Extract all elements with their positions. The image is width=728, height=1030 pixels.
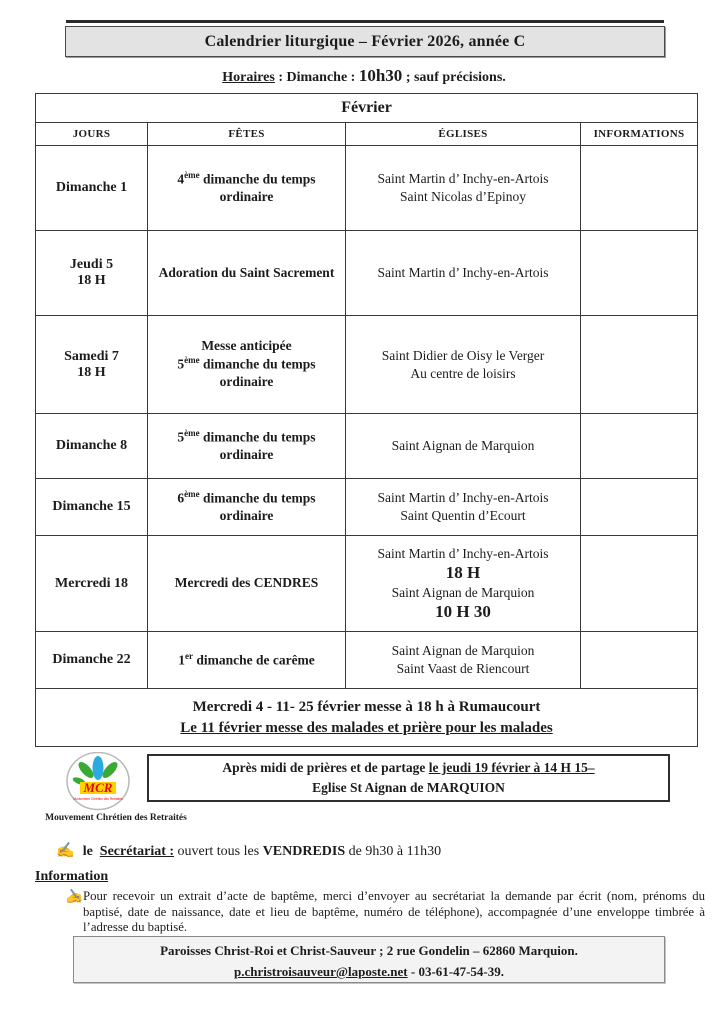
cell-informations xyxy=(581,414,698,479)
apresmidi-box xyxy=(147,754,670,802)
cell-eglises: Saint Martin d’ Inchy-en-Artois Saint Nicolas d’Epinoy xyxy=(346,146,581,231)
cell-fete: 1er dimanche de carême xyxy=(148,632,346,689)
cell-jours: Dimanche 15 xyxy=(36,479,148,536)
table-footer-row xyxy=(36,689,698,747)
title-top-rule xyxy=(66,20,664,23)
cell-jours: Mercredi 18 xyxy=(36,536,148,632)
cell-eglises: Saint Martin d’ Inchy-en-Artois Saint Quentin d’Ecourt xyxy=(346,479,581,536)
horaires-line xyxy=(0,66,728,86)
horaires-label: Horaires xyxy=(222,70,275,85)
column-header-eglises: ÉGLISES xyxy=(346,123,581,146)
cell-fete: Messe anticipée 5ème dimanche du temps ordinaire xyxy=(148,316,346,414)
column-header-jours: JOURS xyxy=(36,123,148,146)
mcr-caption: Mouvement Chrétien des Retraités xyxy=(45,813,187,823)
cell-informations xyxy=(581,536,698,632)
cell-eglises: Saint Martin d’ Inchy-en-Artois 18 H Saint Aignan de Marquion 10 H 30 xyxy=(346,536,581,632)
footer-note-line1: Mercredi 4 - 11- 25 février messe à 18 h à Rumaucourt xyxy=(192,698,541,715)
horaires-suffix: ; sauf précisions. xyxy=(402,70,506,85)
table-row xyxy=(36,632,698,689)
apresmidi-line1: Après midi de prières et de partage le jeudi 19 février à 14 H 15– xyxy=(222,760,595,776)
cell-jours: Dimanche 8 xyxy=(36,414,148,479)
cell-informations xyxy=(581,146,698,231)
table-month-row xyxy=(36,94,698,123)
cell-fete: Mercredi des CENDRES xyxy=(148,536,346,632)
cell-eglises: Saint Aignan de Marquion xyxy=(346,414,581,479)
writing-hand-icon: ✍ xyxy=(56,843,75,859)
column-header-fetes: FÊTES xyxy=(148,123,346,146)
mcr-logo-icon xyxy=(66,752,130,814)
table-row xyxy=(36,479,698,536)
footer-note-line2: Le 11 février messe des malades et prière pour les malades xyxy=(180,719,553,736)
parish-email-link[interactable]: p.christroisauveur@laposte.net xyxy=(233,964,408,979)
horaires-mid: : Dimanche : xyxy=(274,70,359,85)
cell-fete: 6ème dimanche du temps ordinaire xyxy=(148,479,346,536)
svg-text:MCR: MCR xyxy=(83,780,113,795)
svg-text:Mouvement Chrétien des Retrait: Mouvement Chrétien des Retraités xyxy=(73,797,123,801)
cell-jours: Jeudi 5 18 H xyxy=(36,231,148,316)
cell-eglises: Saint Martin d’ Inchy-en-Artois xyxy=(346,231,581,316)
cell-fete: Adoration du Saint Sacrement xyxy=(148,231,346,316)
table-row xyxy=(36,146,698,231)
table-footer-note xyxy=(36,689,698,747)
apresmidi-line2: Eglise St Aignan de MARQUION xyxy=(312,780,505,795)
writing-hand-icon: ✍ xyxy=(65,890,83,905)
cell-jours: Dimanche 22 xyxy=(36,632,148,689)
table-row xyxy=(36,231,698,316)
column-header-informations: INFORMATIONS xyxy=(581,123,698,146)
table-row xyxy=(36,536,698,632)
cell-eglises: Saint Didier de Oisy le Verger Au centre de loisirs xyxy=(346,316,581,414)
cell-informations xyxy=(581,632,698,689)
cell-jours: Samedi 7 18 H xyxy=(36,316,148,414)
cell-informations xyxy=(581,479,698,536)
cell-informations xyxy=(581,231,698,316)
information-heading: Information xyxy=(35,869,109,884)
table-row xyxy=(36,316,698,414)
cell-jours: Dimanche 1 xyxy=(36,146,148,231)
information-text: Pour recevoir un extrait d’acte de baptême, merci d’envoyer au secrétariat la demande par écrit (nom, prénoms du baptisé, date de naissance, date et lieu de baptême, numéro de téléphone), accompagnée d’une enveloppe timbrée à l’adresse du baptisé. xyxy=(83,889,705,935)
parish-phone: - 03-61-47-54-39. xyxy=(407,964,505,979)
cell-fete: 5ème dimanche du temps ordinaire xyxy=(148,414,346,479)
mcr-logo xyxy=(66,752,130,819)
liturgical-calendar-table xyxy=(35,93,698,747)
secretariat-line: ✍ le Secrétariat : ouvert tous les VENDREDIS de 9h30 à 11h30 xyxy=(56,843,442,859)
cell-informations xyxy=(581,316,698,414)
document-title-box xyxy=(65,26,665,57)
page-title: Calendrier liturgique – Février 2026, année C xyxy=(204,32,526,50)
cell-eglises: Saint Aignan de Marquion Saint Vaast de Riencourt xyxy=(346,632,581,689)
month-header: Février xyxy=(36,94,698,123)
cell-fete: 4ème dimanche du temps ordinaire xyxy=(148,146,346,231)
parish-contact-box xyxy=(73,936,665,983)
parish-contact-line xyxy=(74,964,664,980)
table-header-row xyxy=(36,123,698,146)
parish-address: Paroisses Christ-Roi et Christ-Sauveur ; 2 rue Gondelin – 62860 Marquion. xyxy=(160,943,578,958)
table-row xyxy=(36,414,698,479)
information-paragraph xyxy=(57,889,705,936)
horaires-time: 10h30 xyxy=(358,66,403,85)
